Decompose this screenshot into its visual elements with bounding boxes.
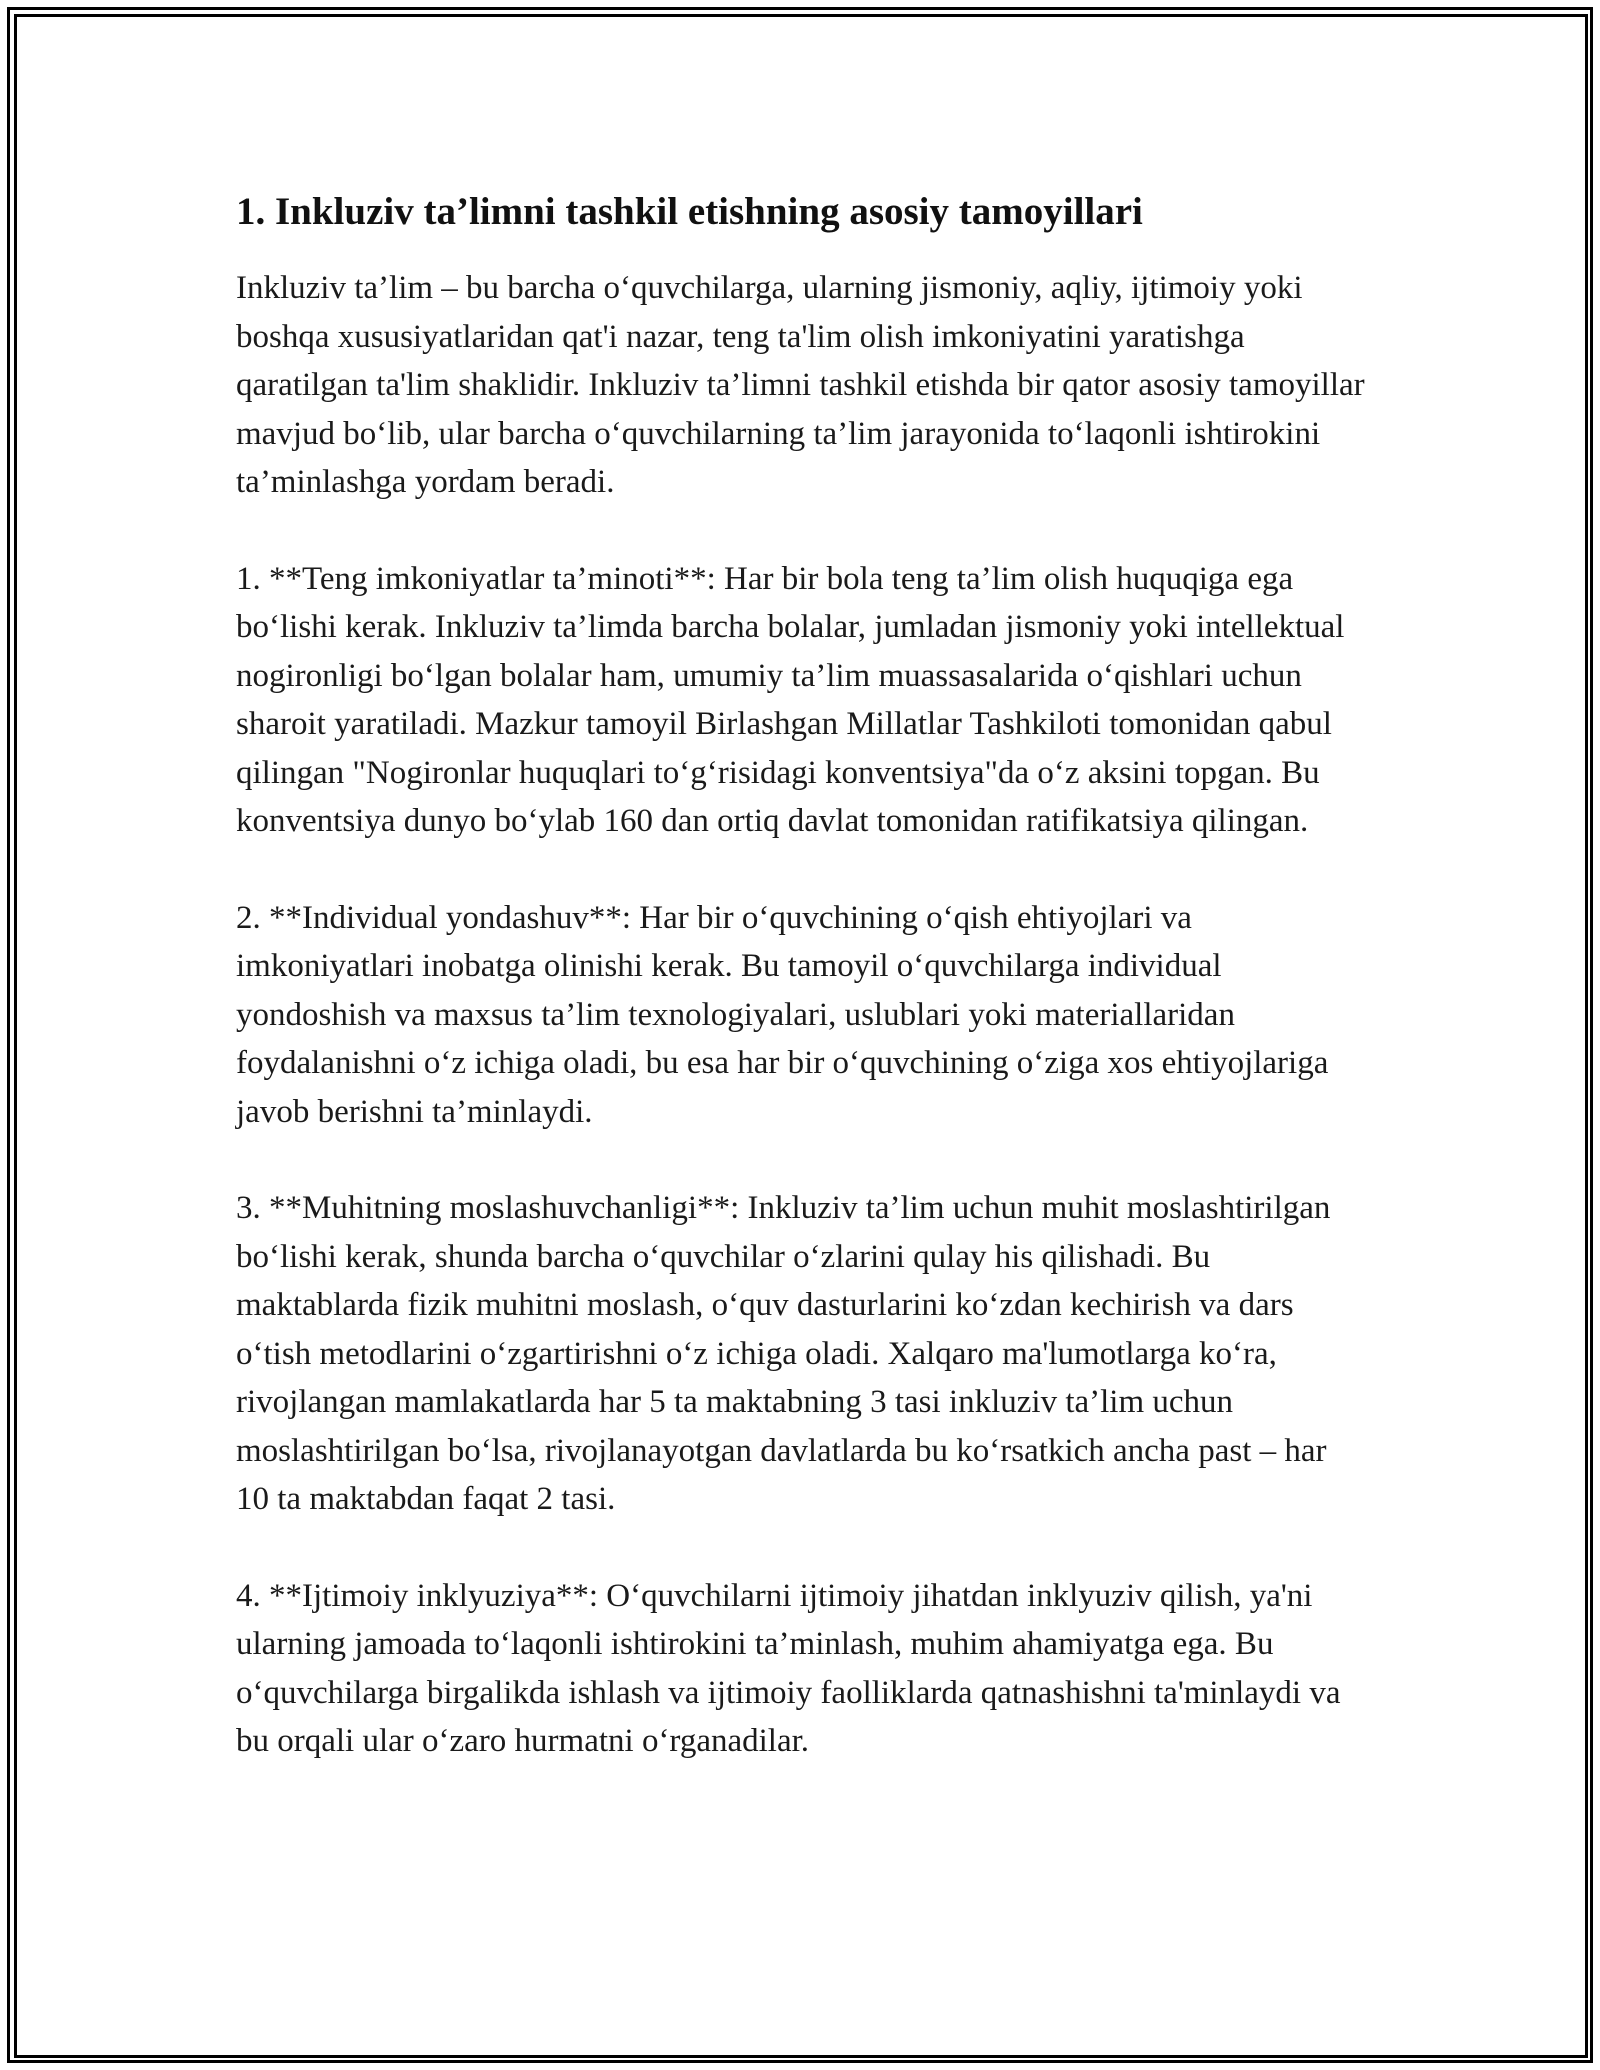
principle-3-paragraph: 3. **Muhitning moslashuvchanligi**: Inkluziv ta’lim uchun muhit moslashtirilgan bo‘lishi kerak, shunda barcha o‘quvchilar o‘zlarini qulay his qilishadi. Bu maktablarda fizik muhitni moslash, o‘quv dasturlarini ko‘zdan kechirish va dars o‘tish metodlarini o‘zgartirishni o‘z ichiga oladi. Xalqaro ma'lumotlarga ko‘ra, rivojlangan mamlakatlarda har 5 ta maktabning 3 tasi inkluziv ta’lim uchun moslashtirilgan bo‘lsa, rivojlanayotgan davlatlarda bu ko‘rsatkich ancha past – har 10 ta maktabdan faqat 2 tasi. — [236, 1190, 1331, 1517]
principle-4-paragraph: 4. **Ijtimoiy inklyuziya**: O‘quvchilarni ijtimoiy jihatdan inklyuziv qilish, ya'ni ularning jamoada to‘laqonli ishtirokini ta’minlash, muhim ahamiyatga ega. Bu o‘quvchilarga birgalikda ishlash va ijtimoiy faolliklarda qatnashishni ta'minlaydi va bu orqali ular o‘zaro hurmatni o‘rganadilar. — [236, 1577, 1341, 1759]
document-title: 1. Inkluziv ta’limni tashkil etishning asosiy tamoyillari — [236, 190, 1143, 233]
principle-1-paragraph: 1. **Teng imkoniyatlar ta’minoti**: Har bir bola teng ta’lim olish huquqiga ega bo‘lishi kerak. Inkluziv ta’limda barcha bolalar, jumladan jismoniy yoki intellektual nogironligi bo‘lgan bolalar ham, umumiy ta’lim muassasalarida o‘qishlari uchun sharoit yaratiladi. Mazkur tamoyil Birlashgan Millatlar Tashkiloti tomonidan qabul qilingan "Nogironlar huquqlari to‘g‘risidagi konventsiya"da o‘z aksini topgan. Bu konventsiya dunyo bo‘ylab 160 dan ortiq davlat tomonidan ratifikatsiya qilingan. — [236, 560, 1345, 839]
principle-2-paragraph: 2. **Individual yondashuv**: Har bir o‘quvchining o‘qish ehtiyojlari va imkoniyatlari inobatga olinishi kerak. Bu tamoyil o‘quvchilarga individual yondoshish va maxsus ta’lim texnologiyalari, uslublari yoki materiallaridan foydalanishni o‘z ichiga oladi, bu esa har bir o‘quvchining o‘ziga xos ehtiyojlariga javob berishni ta’minlaydi. — [236, 899, 1329, 1130]
document-page — [236, 186, 1366, 1814]
intro-paragraph: Inkluziv ta’lim – bu barcha o‘quvchilarga, ularning jismoniy, aqliy, ijtimoiy yoki boshqa xususiyatlaridan qat'i nazar, teng ta'lim olish imkoniyatini yaratishga qaratilgan ta'lim shaklidir. Inkluziv ta’limni tashkil etishda bir qator asosiy tamoyillar mavjud bo‘lib, ular barcha o‘quvchilarning ta’lim jarayonida to‘laqonli ishtirokini ta’minlashga yordam beradi. — [236, 270, 1365, 500]
